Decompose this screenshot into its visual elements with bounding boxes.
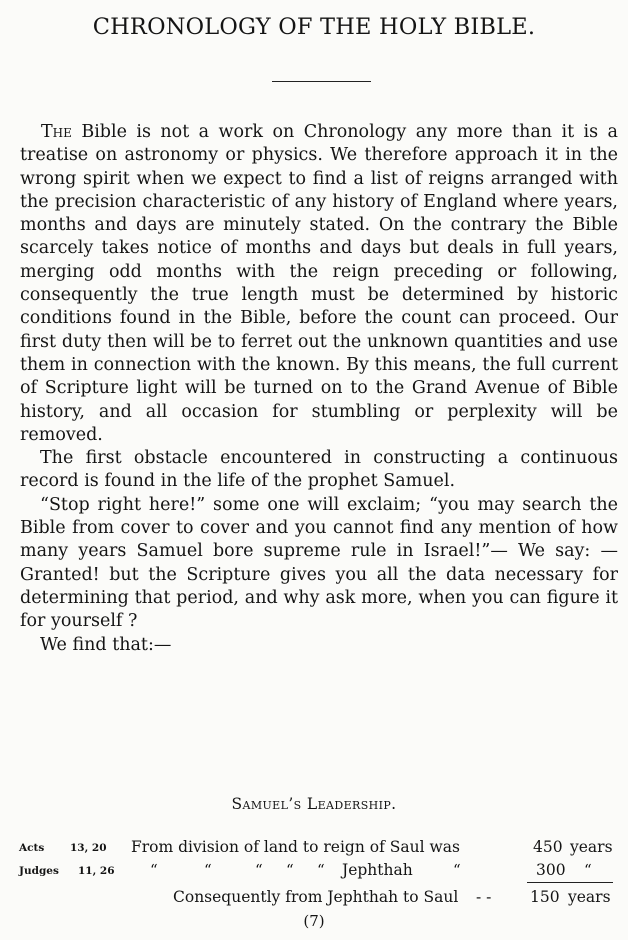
row-unit: years <box>570 838 613 856</box>
body-text <box>20 121 618 657</box>
row-description: From division of land to reign of Saul was <box>131 838 460 856</box>
paragraph-2: The first obstacle encountered in constructing a continuous record is found in the life of the prophet Samuel. <box>20 448 618 492</box>
page-number: (7) <box>303 912 325 930</box>
paragraph-4: We find that:— <box>40 634 172 655</box>
table-total-row <box>0 888 628 910</box>
ditto-mark: “ <box>255 861 263 879</box>
row-value: 300 <box>536 861 566 879</box>
ditto-mark: “ <box>286 861 294 879</box>
ditto-mark: “ <box>317 861 325 879</box>
scripture-reference-book: Judges <box>19 865 59 877</box>
paragraph-3: “Stop right here!” some one will exclaim; “you may search the Bible from cover to cover and you cannot find any mention of how many years Samuel bore supreme rule in Israel!”— We say: — Granted! but the Scripture gives you all the data necessary for determining that period, and why ask more, when you can figure it for yourself ? <box>20 494 618 632</box>
sum-rule <box>527 882 613 883</box>
row-description: Jephthah <box>342 861 413 879</box>
table-row <box>0 838 628 860</box>
total-unit: years <box>568 888 611 906</box>
leader-dots: - - <box>476 888 492 906</box>
paragraph-1 <box>20 121 618 447</box>
total-description: Consequently from Jephthah to Saul <box>173 888 459 906</box>
row-value: 450 <box>533 838 563 856</box>
scripture-reference-book: Acts <box>19 842 45 854</box>
scripture-reference-number: 11, 26 <box>78 865 115 877</box>
total-value: 150 <box>530 888 560 906</box>
table-row <box>0 861 628 883</box>
row-unit: “ <box>584 861 592 879</box>
ditto-mark: “ <box>204 861 212 879</box>
paragraph-lead: The <box>41 122 72 142</box>
section-heading: Samuel’s Leadership. <box>231 795 397 813</box>
ditto-mark: “ <box>453 861 461 879</box>
paragraph-1-text: Bible is not a work on Chronology any more than it is a treatise on astronomy or physics. We therefore approach it in the wrong spirit when we expect to find a list of reigns arranged with the precision characteristic of any history of England where years, months and days are minutely stated. On the contrary the Bible scarcely takes notice of months and days but deals in full years, merging odd months with the reign preceding or following, consequently the true length must be determined by historic conditions found in the Bible, before the count can proceed. Our first duty then will be to ferret out the unknown quantities and use them in connection with the known. By this means, the full current of Scripture light will be turned on to the Grand Avenue of Bible history, and all occasion for stumbling or perplexity will be removed. <box>20 122 618 445</box>
ditto-mark: “ <box>150 861 158 879</box>
scripture-reference-number: 13, 20 <box>70 842 107 854</box>
title-rule <box>272 81 371 82</box>
page-title: CHRONOLOGY OF THE HOLY BIBLE. <box>92 14 536 40</box>
